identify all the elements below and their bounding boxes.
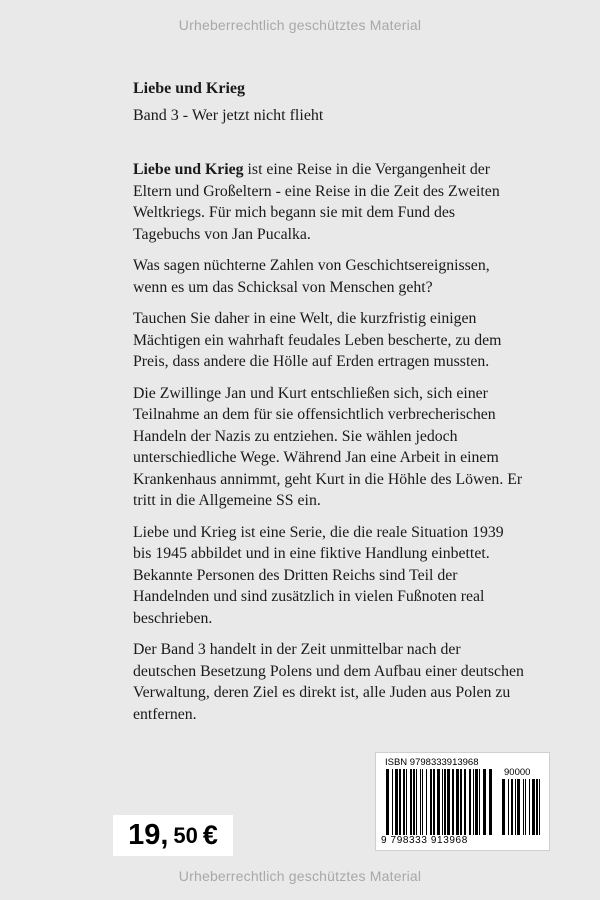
copyright-watermark-bottom: Urheberrechtlich geschütztes Material [178,868,422,884]
blurb-paragraph-4: Die Zwillinge Jan und Kurt entschließen sich, sich einer Teilnahme an dem für sie offensichtlich verbrecherischen Handeln der Nazis zu entziehen. Sie wählen jedoch unterschiedliche Wege. Während Jan eine Arbeit in einem Krankenhaus annimmt, geht Kurt in die Höhle des Löwen. Er tritt in die Allgemeine SS ein. [133,384,523,509]
price-label [113,815,233,856]
ean-digits: 9 798333 913968 [381,835,468,846]
book-title: Liebe und Krieg [133,80,246,97]
blurb-paragraph-5: Liebe und Krieg ist eine Serie, die die reale Situation 1939 bis 1945 abbildet und in eine fiktive Handlung einbettet. Bekannte Personen des Dritten Reichs sind Teil der Handelnden und sind zusätzlich in vielen Fußnoten real beschrieben. [133,523,504,627]
book-subtitle: Band 3 - Wer jetzt nicht flieht [133,107,324,124]
barcode-addon-number: 90000 [504,767,531,778]
blurb-paragraph-6: Der Band 3 handelt in der Zeit unmittelbar nach der deutschen Besetzung Polens und dem Aufbau einer deutschen Verwaltung, deren Ziel es direkt ist, alle Juden aus Polen zu entfernen. [133,641,524,723]
isbn-barcode [375,752,550,851]
isbn-number: ISBN 9798333913968 [385,757,479,768]
blurb-paragraph-1-rest: ist eine Reise in die Vergangenheit der Eltern und Großeltern - eine Reise in die Zeit des Zweiten Weltkriegs. Für mich begann sie mit dem Fund des Tagebuchs von Jan Pucalka. [133,161,500,243]
barcode-bars-addon-icon [502,779,540,835]
price-euros: 19, [128,819,169,851]
copyright-watermark-top: Urheberrechtlich geschütztes Material [178,17,422,33]
price-cents: 50 [173,822,198,848]
price-currency: € [202,820,218,850]
blurb-paragraph-3: Tauchen Sie daher in eine Welt, die kurzfristig einigen Mächtigen ein wahrhaft feudales Leben bescherte, zu dem Preis, dass andere die Hölle auf Erden ertragen mussten. [133,310,502,370]
blurb-text [133,159,525,735]
barcode-bars-main-icon [386,769,494,835]
blurb-paragraph-2: Was sagen nüchterne Zahlen von Geschichtsereignissen, wenn es um das Schicksal von Menschen geht? [133,257,490,296]
series-name-bold: Liebe und Krieg [133,161,244,178]
blurb-paragraph-1 [133,159,525,245]
